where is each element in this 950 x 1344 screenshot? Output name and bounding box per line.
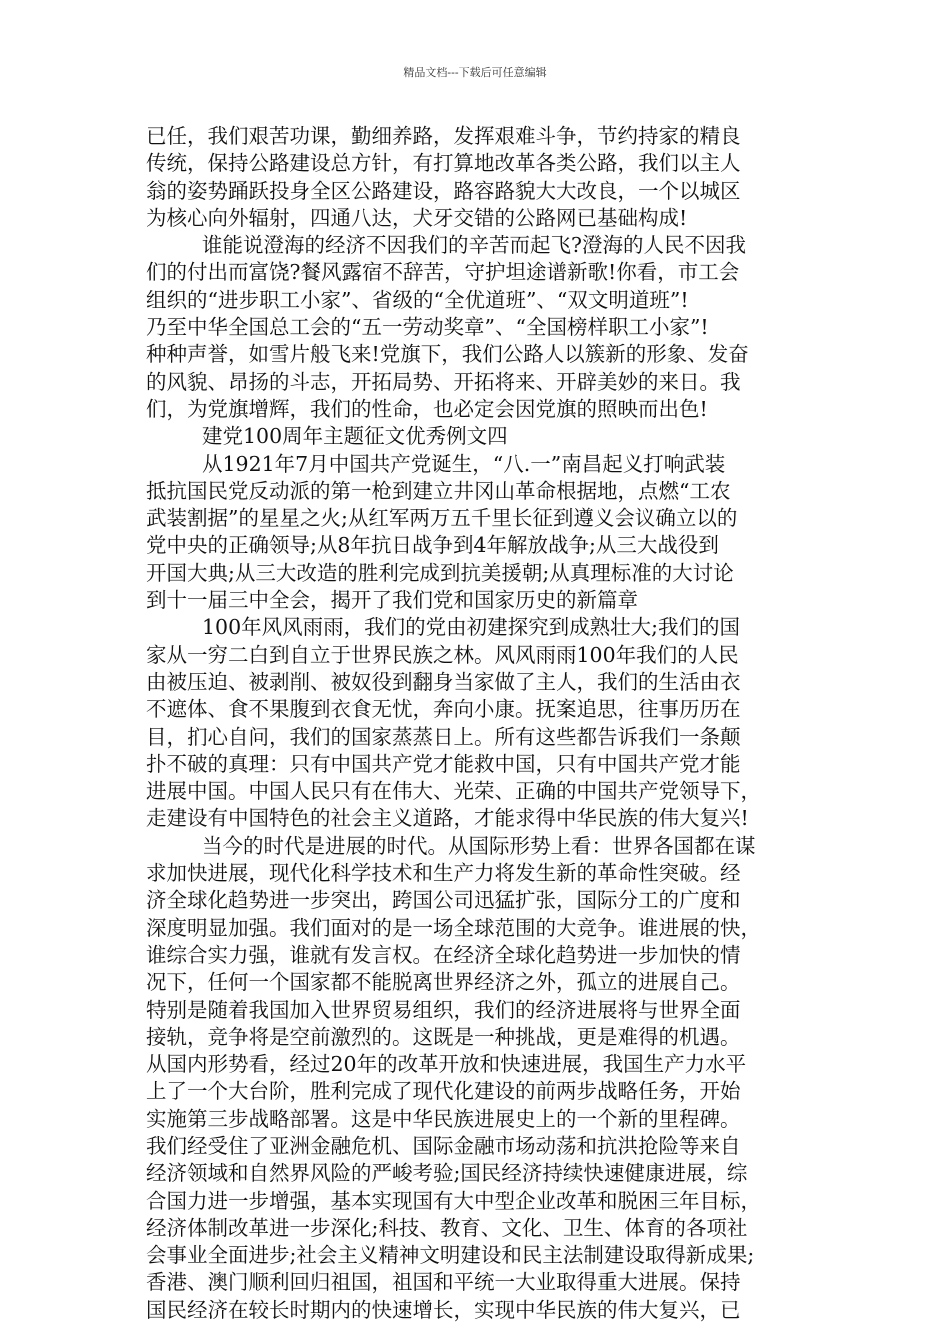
text-line: 由被压迫、被剥削、被奴役到翻身当家做了主人，我们的生活由衣 [146,669,741,694]
text-line: 已任，我们艰苦功课，勤细养路，发挥艰难斗争，节约持家的精良 [146,124,741,148]
text-line: 特别是随着我国加入世界贸易组织，我们的经济进展将与世界全面 [146,997,741,1022]
document-body [146,123,816,1324]
text-line: 乃至中华全国总工会的“五一劳动奖章”、“全国榜样职工小家”! [146,315,709,340]
text-line: 武装割据”的星星之火;从红军两万五千里长征到遵义会议确立以的 [146,506,738,531]
text-line: 进展中国。中国人民只有在伟大、光荣、正确的中国共产党领导下， [146,779,761,804]
text-line: 为核心向外辐射，四通八达，犬牙交错的公路网已基础构成! [146,205,688,230]
text-line: 会事业全面进步;社会主义精神文明建设和民主法制建设取得新成果; [146,1243,755,1268]
text-line: 香港、澳门顺利回归祖国，祖国和平统一大业取得重大进展。保持 [146,1270,741,1295]
text-line: 我们经受住了亚洲金融危机、国际金融市场动荡和抗洪抢险等来自 [146,1133,741,1158]
text-line: 的风貌、昂扬的斗志，开拓局势、开拓将来、开辟美妙的来日。我 [146,369,741,394]
text-line: 们，为党旗增辉，我们的性命，也必定会因党旗的照映而出色! [146,396,708,421]
text-line: 从1921年7月中国共产党诞生，“八.一”南昌起义打响武装 [202,451,726,476]
text-line: 家从一穷二白到自立于世界民族之林。风风雨雨100年我们的人民 [146,642,739,667]
text-line: 接轨，竞争将是空前激烈的。这既是一种挑战，更是难得的机遇。 [146,1024,741,1049]
text-line: 况下，任何一个国家都不能脱离世界经济之外，孤立的进展自己。 [146,970,741,995]
text-line: 谁综合实力强，谁就有发言权。在经济全球化趋势进一步加快的情 [146,942,741,967]
text-line: 100年风风雨雨，我们的党由初建探究到成熟壮大;我们的国 [202,615,741,640]
text-line: 经济体制改革进一步深化;科技、教育、文化、卫生、体育的各项社 [146,1215,748,1240]
text-line: 深度明显加强。我们面对的是一场全球范围的大竞争。谁进展的快， [146,915,761,940]
text-line: 经济领域和自然界风险的严峻考验;国民经济持续快速健康进展，综 [146,1161,748,1186]
text-line: 种种声誉，如雪片般飞来!党旗下，我们公路人以簇新的形象、发奋 [146,342,749,367]
text-line: 上了一个大台阶，胜利完成了现代化建设的前两步战略任务，开始 [146,1079,741,1104]
text-line: 目，扪心自问，我们的国家蒸蒸日上。所有这些都告诉我们一条颠 [146,724,741,749]
page-header: 精品文档---下载后可任意编辑 [403,66,547,79]
text-line: 求加快进展，现代化科学技术和生产力将发生新的革命性突破。经 [146,861,741,886]
text-line: 组织的“进步职工小家”、省级的“全优道班”、“双文明道班”! [146,287,689,312]
text-line: 合国力进一步增强，基本实现国有大中型企业改革和脱困三年目标， [146,1188,761,1213]
text-line: 不遮体、食不果腹到衣食无忧，奔向小康。抚案追思，往事历历在 [146,697,741,722]
text-line: 从国内形势看，经过20年的改革开放和快速进展，我国生产力水平 [146,1052,747,1077]
text-line: 国民经济在较长时期内的快速增长，实现中华民族的伟大复兴，已 [146,1297,741,1322]
text-line: 翁的姿势踊跃投身全区公路建设，路容路貌大大改良，一个以城区 [146,178,741,203]
text-line: 们的付出而富饶?餐风露宿不辞苦，守护坦途谱新歌!你看，市工会 [146,260,740,285]
text-line: 到十一届三中全会，揭开了我们党和国家历史的新篇章 [146,588,638,613]
text-line: 实施第三步战略部署。这是中华民族进展史上的一个新的里程碑。 [146,1106,741,1131]
text-line: 走建设有中国特色的社会主义道路，才能求得中华民族的伟大复兴! [146,806,749,831]
text-line: 谁能说澄海的经济不因我们的辛苦而起飞?澄海的人民不因我 [202,233,746,258]
text-line: 抵抗国民党反动派的第一枪到建立井冈山革命根据地，点燃“工农 [146,478,731,503]
text-line: 党中央的正确领导;从8年抗日战争到4年解放战争;从三大战役到 [146,533,719,558]
text-line: 扑不破的真理：只有中国共产党才能救中国，只有中国共产党才能 [146,751,741,776]
text-line: 建党100周年主题征文优秀例文四 [202,424,508,449]
text-line: 当今的时代是进展的时代。从国际形势上看：世界各国都在谋 [202,833,756,858]
text-line: 开国大典;从三大改造的胜利完成到抗美援朝;从真理标准的大讨论 [146,560,734,585]
text-line: 传统，保持公路建设总方针，有打算地改革各类公路，我们以主人 [146,151,741,176]
text-line: 济全球化趋势进一步突出，跨国公司迅猛扩张，国际分工的广度和 [146,888,741,913]
